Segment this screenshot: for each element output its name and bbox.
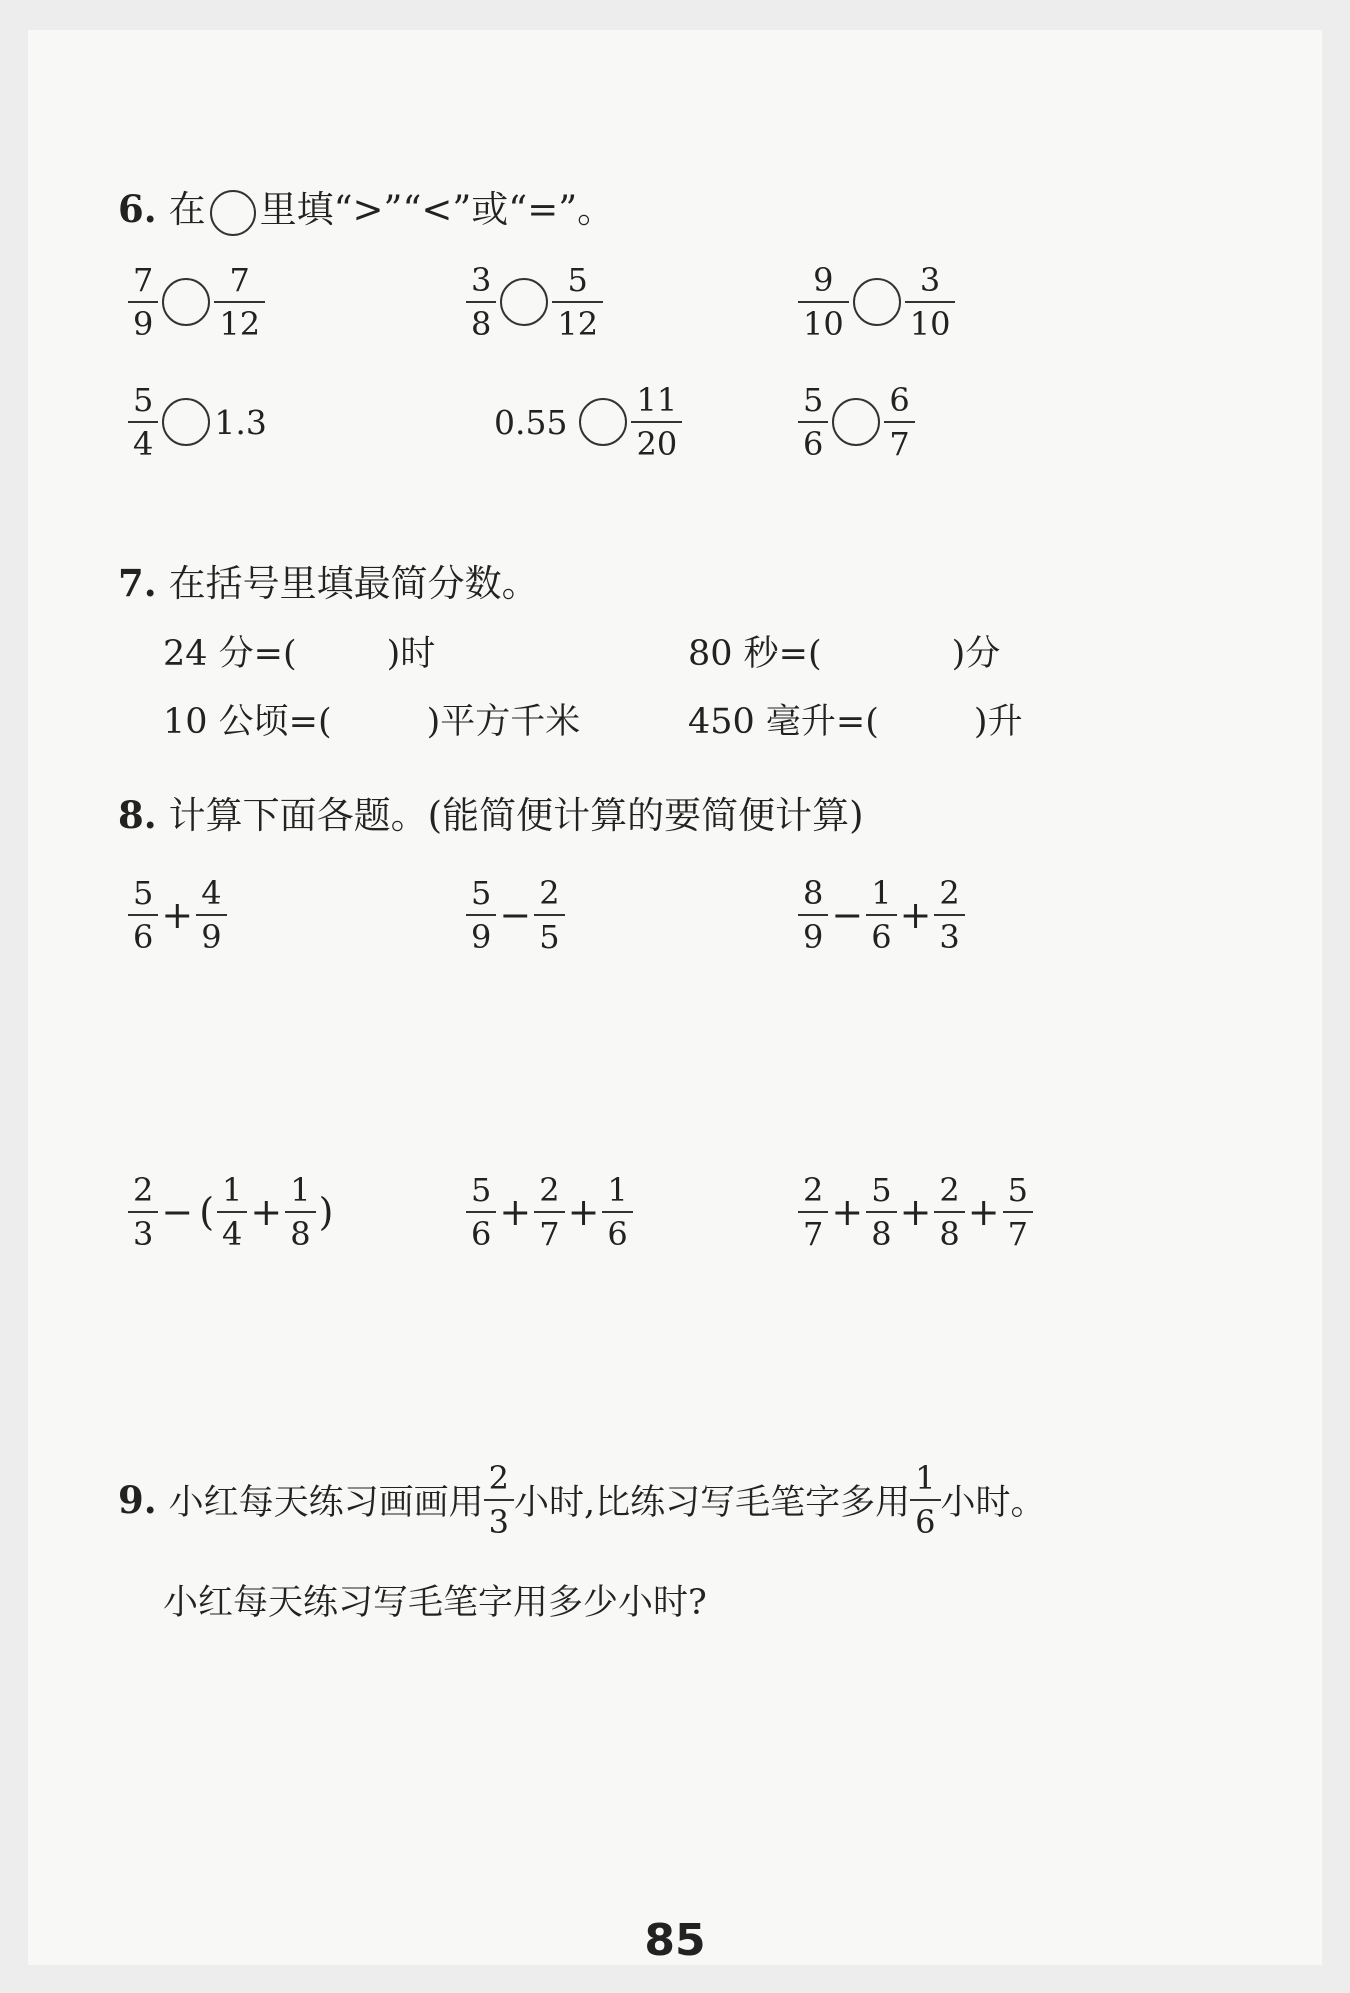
numerator: 2	[939, 874, 960, 912]
fraction	[128, 1172, 158, 1252]
denominator: 6	[128, 914, 158, 955]
q7-left: 80 秒=(	[688, 634, 822, 674]
q9-line-1	[118, 1460, 1046, 1540]
denominator: 7	[534, 1211, 564, 1252]
numerator: 2	[539, 1171, 560, 1209]
numerator: 2	[939, 1171, 960, 1209]
numerator: 5	[1007, 1171, 1028, 1209]
q8-expr-6	[798, 1172, 1033, 1252]
fraction	[866, 1172, 896, 1252]
q7-left: 24 分=(	[163, 634, 297, 674]
answer-circle[interactable]	[162, 278, 210, 326]
numerator: 5	[871, 1171, 892, 1209]
numerator: 6	[889, 381, 910, 419]
denominator: 8	[866, 1211, 896, 1252]
q8-expr-1	[128, 875, 227, 955]
q6-item-5	[494, 382, 682, 462]
denominator: 6	[798, 421, 828, 462]
operator: +	[499, 1190, 532, 1234]
q9-number: 9.	[118, 1478, 157, 1522]
answer-circle[interactable]	[162, 398, 210, 446]
denominator: 4	[217, 1211, 247, 1252]
numerator: 5	[803, 381, 824, 419]
q8-title	[118, 792, 864, 839]
denominator: 12	[552, 301, 603, 342]
fraction	[128, 262, 158, 342]
denominator: 6	[866, 914, 896, 955]
page-number: 85	[644, 1915, 706, 1966]
q6-item-4	[128, 382, 267, 462]
fraction	[196, 875, 226, 955]
numerator: 2	[539, 874, 560, 912]
q9-line-2: 小红每天练习写毛笔字用多少小时?	[163, 1583, 707, 1623]
numerator: 2	[488, 1459, 510, 1497]
q7-left: 450 毫升=(	[688, 702, 879, 742]
answer-circle[interactable]	[853, 278, 901, 326]
q7-left: 10 公顷=(	[163, 702, 332, 742]
q7-title	[118, 560, 539, 607]
numerator: 5	[567, 261, 588, 299]
denominator: 3	[484, 1499, 514, 1540]
fraction	[934, 1172, 964, 1252]
decimal-value: 1.3	[214, 402, 267, 442]
numerator: 7	[229, 261, 250, 299]
denominator: 9	[798, 914, 828, 955]
numerator: 5	[471, 1171, 492, 1209]
q7-right: )平方千米	[426, 702, 581, 742]
fraction	[466, 875, 496, 955]
q6-item-3	[798, 262, 955, 342]
numerator: 3	[471, 261, 492, 299]
q9-text-part1: 小红每天练习画画用	[168, 1483, 484, 1523]
denominator: 3	[934, 914, 964, 955]
fraction	[1003, 1172, 1033, 1252]
q9-text-part3: 小时。	[940, 1483, 1046, 1523]
numerator: 11	[636, 381, 678, 419]
operator: +	[899, 1190, 932, 1234]
fraction	[798, 382, 828, 462]
compare-circle-icon	[210, 190, 256, 236]
q6-item-1	[128, 262, 265, 342]
operator: −	[499, 893, 532, 937]
fraction	[552, 262, 603, 342]
numerator: 1	[871, 874, 892, 912]
operator: +	[831, 1190, 864, 1234]
denominator: 8	[934, 1211, 964, 1252]
numerator: 3	[919, 261, 941, 299]
denominator: 8	[285, 1211, 315, 1252]
denominator: 7	[1003, 1211, 1033, 1252]
fraction	[798, 875, 828, 955]
denominator: 10	[798, 301, 849, 342]
numerator: 1	[222, 1171, 243, 1209]
q7-number: 7.	[118, 561, 157, 605]
numerator: 5	[133, 381, 154, 419]
q8-title-text: 计算下面各题。(能简便计算的要简便计算)	[168, 794, 864, 837]
fraction	[484, 1460, 514, 1540]
denominator: 5	[534, 914, 564, 955]
answer-circle[interactable]	[579, 398, 627, 446]
fraction	[905, 262, 956, 342]
denominator: 7	[798, 1211, 828, 1252]
fraction	[217, 1172, 247, 1252]
denominator: 4	[128, 421, 158, 462]
denominator: 20	[631, 421, 682, 462]
operator: +	[250, 1190, 283, 1234]
numerator: 5	[471, 874, 492, 912]
q6-number: 6.	[118, 187, 157, 231]
numerator: 7	[133, 261, 154, 299]
q6-prefix: 在	[168, 188, 206, 231]
numerator: 8	[803, 874, 824, 912]
denominator: 3	[128, 1211, 158, 1252]
decimal-value: 0.55	[494, 402, 568, 442]
numerator: 2	[803, 1171, 824, 1209]
q7-item-4	[688, 694, 1023, 744]
q8-expr-2	[466, 875, 565, 955]
q6-item-6	[798, 382, 915, 462]
numerator: 5	[133, 874, 154, 912]
denominator: 9	[466, 914, 496, 955]
right-paren: )	[318, 1190, 334, 1234]
operator: +	[899, 893, 932, 937]
fraction	[128, 875, 158, 955]
fraction	[798, 1172, 828, 1252]
q6-item-2	[466, 262, 603, 342]
fraction	[910, 1460, 940, 1540]
fraction	[214, 262, 265, 342]
q8-expr-3	[798, 875, 965, 955]
numerator: 2	[133, 1171, 154, 1209]
numerator: 1	[607, 1171, 628, 1209]
q8-expr-5	[466, 1172, 633, 1252]
denominator: 6	[602, 1211, 632, 1252]
fraction	[631, 382, 682, 462]
denominator: 9	[128, 301, 158, 342]
operator: +	[967, 1190, 1000, 1234]
numerator: 4	[201, 874, 222, 912]
q7-item-2	[688, 626, 1000, 676]
fraction	[602, 1172, 632, 1252]
fraction	[534, 1172, 564, 1252]
q7-right: )时	[386, 634, 436, 674]
q7-right: )升	[973, 702, 1023, 742]
fraction	[934, 875, 964, 955]
q7-title-text: 在括号里填最简分数。	[168, 562, 539, 605]
fraction	[866, 875, 896, 955]
denominator: 7	[884, 421, 914, 462]
q8-expr-4	[128, 1172, 336, 1252]
denominator: 12	[214, 301, 265, 342]
fraction	[128, 382, 158, 462]
answer-circle[interactable]	[832, 398, 880, 446]
denominator: 6	[910, 1499, 940, 1540]
fraction	[285, 1172, 315, 1252]
denominator: 10	[905, 301, 956, 342]
numerator: 1	[915, 1459, 936, 1497]
q7-item-3	[163, 694, 580, 744]
numerator: 9	[813, 261, 834, 299]
operator: −	[161, 1190, 194, 1234]
left-paren: (	[199, 1190, 215, 1234]
denominator: 6	[466, 1211, 496, 1252]
operator: +	[567, 1190, 600, 1234]
fraction	[466, 1172, 496, 1252]
fraction	[466, 262, 496, 342]
q7-right: )分	[951, 634, 1001, 674]
operator: +	[161, 893, 194, 937]
operator: −	[831, 893, 864, 937]
q7-item-1	[163, 626, 435, 676]
fraction	[798, 262, 849, 342]
q6-title	[118, 186, 614, 236]
denominator: 9	[196, 914, 226, 955]
q6-suffix: 里填“>”“<”或“=”。	[259, 188, 615, 231]
answer-circle[interactable]	[500, 278, 548, 326]
fraction	[884, 382, 914, 462]
numerator: 1	[290, 1171, 311, 1209]
worksheet-page	[28, 30, 1322, 1965]
fraction	[534, 875, 564, 955]
q8-number: 8.	[118, 793, 157, 837]
denominator: 8	[466, 301, 496, 342]
q9-text-part2: 小时,比练习写毛笔字多用	[514, 1483, 911, 1523]
